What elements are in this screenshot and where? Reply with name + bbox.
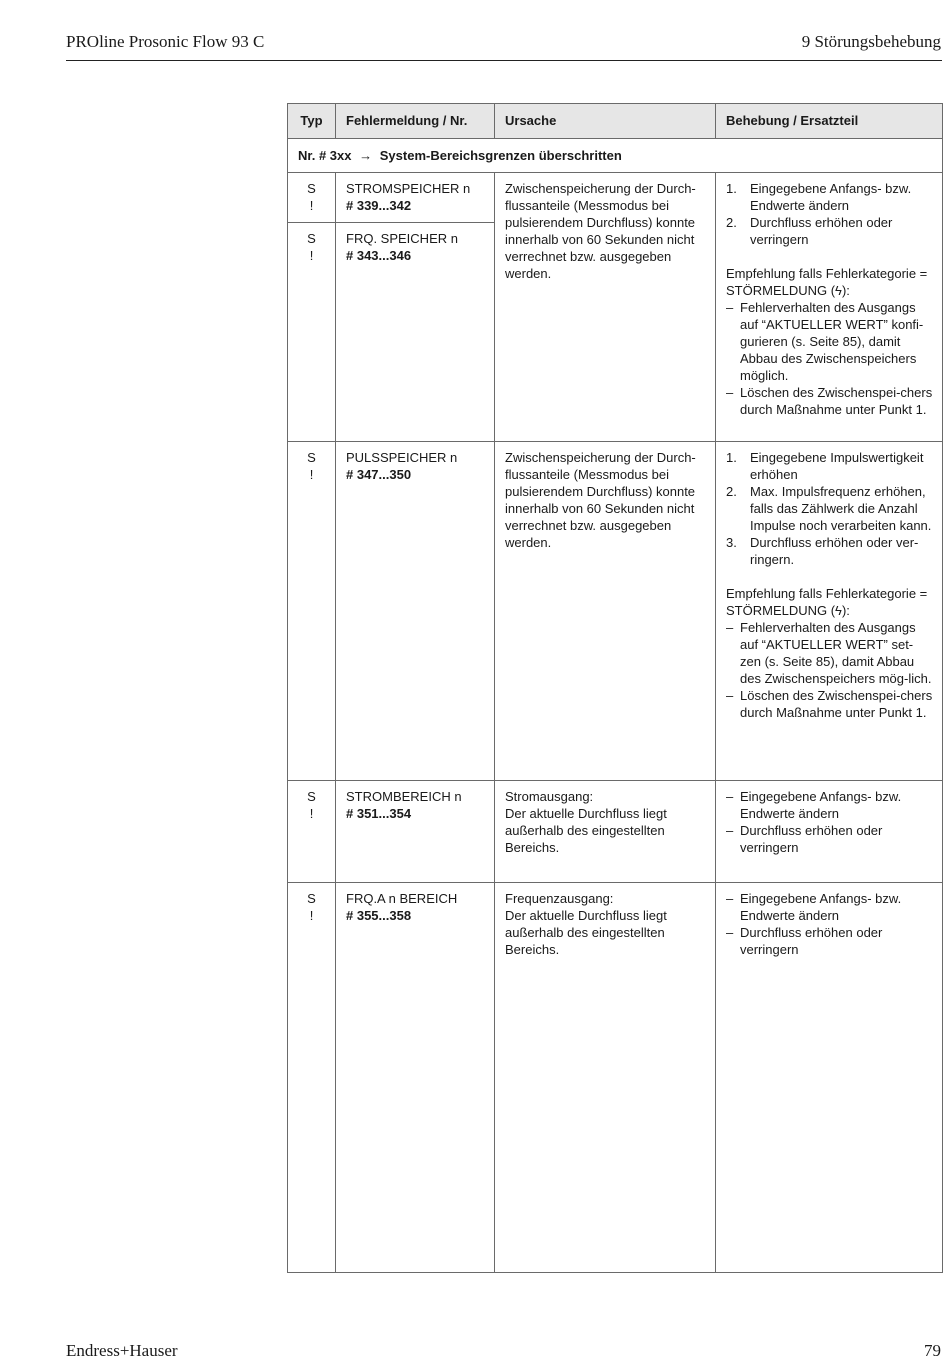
cause-cell <box>495 442 716 781</box>
cause-text: Zwischenspeicherung der Durch-flussanteile (Messmodus bei pulsierendem Durchfluss) konnte innerhalb von 60 Sekunden nicht verrechnet bzw. ausgegeben werden. <box>505 181 696 281</box>
remedy-dashes <box>726 299 933 418</box>
error-code: # 339...342 <box>346 198 412 213</box>
remedy-cell <box>716 173 943 442</box>
col-header-typ: Typ <box>288 104 336 139</box>
typ-cell <box>288 223 336 442</box>
col-header-message: Fehlermeldung / Nr. <box>336 104 495 139</box>
typ-symbol: ! <box>309 806 314 821</box>
list-item: – Löschen des Zwischenspei-chers durch Maßnahme unter Punkt 1. <box>726 385 933 417</box>
message-cell <box>336 442 495 781</box>
typ-cell <box>288 442 336 781</box>
typ-category: S <box>307 181 316 196</box>
typ-symbol: ! <box>309 198 314 213</box>
recommendation-text: Empfehlung falls Fehlerkategorie = STÖRMELDUNG (ϟ): <box>726 586 928 618</box>
list-item: – Fehlerverhalten des Ausgangs auf “AKTUELLER WERT” set-zen (s. Seite 85), damit Abbau des Zwischenspeichers mög-lich. <box>726 620 932 686</box>
col-header-remedy: Behebung / Ersatzteil <box>716 104 943 139</box>
typ-cell <box>288 781 336 883</box>
remedy-dashes <box>726 619 933 721</box>
list-item: – Löschen des Zwischenspei-chers durch Maßnahme unter Punkt 1. <box>726 688 933 720</box>
error-code: # 343...346 <box>346 248 412 263</box>
typ-cell <box>288 173 336 223</box>
error-message: FRQ. SPEICHER n <box>346 231 458 246</box>
group-title: System-Bereichsgrenzen überschritten <box>379 148 622 163</box>
typ-category: S <box>307 789 316 804</box>
list-item: 2. Max. Impulsfrequenz erhöhen, falls das Zählwerk die Anzahl Impulse noch verarbeiten kann. <box>726 484 932 533</box>
remedy-cell <box>716 442 943 781</box>
message-cell <box>336 223 495 442</box>
header-title: PROline Prosonic Flow 93 C <box>66 32 265 51</box>
error-message: FRQ.A n BEREICH <box>346 891 458 906</box>
error-code: # 355...358 <box>346 908 412 923</box>
table-row <box>288 781 943 883</box>
typ-cell <box>288 883 336 1273</box>
table-row <box>288 442 943 781</box>
list-item: 3. Durchfluss erhöhen oder ver-ringern. <box>726 535 919 567</box>
table-row <box>288 883 943 1273</box>
remedy-steps <box>726 449 933 568</box>
cause-title: Frequenzausgang: <box>505 891 614 906</box>
list-item: 1. Eingegebene Impulswertigkeit erhöhen <box>726 450 924 482</box>
remedy-steps <box>726 180 933 248</box>
list-item: – Eingegebene Anfangs- bzw. Endwerte ändern <box>726 891 902 923</box>
message-cell <box>336 173 495 223</box>
remedy-dashes <box>726 890 933 958</box>
message-cell <box>336 781 495 883</box>
group-prefix: Nr. # 3xx <box>298 148 352 163</box>
list-item: – Durchfluss erhöhen oder verringern <box>726 925 883 957</box>
message-cell <box>336 883 495 1273</box>
cause-cell <box>495 781 716 883</box>
recommendation-text: Empfehlung falls Fehlerkategorie = STÖRMELDUNG (ϟ): <box>726 266 928 298</box>
error-message: PULSSPEICHER n <box>346 450 458 465</box>
error-code: # 347...350 <box>346 467 412 482</box>
list-item: 1. Eingegebene Anfangs- bzw. Endwerte ändern <box>726 181 912 213</box>
cause-cell <box>495 883 716 1273</box>
arrow-icon: → <box>359 148 373 163</box>
group-heading <box>288 139 943 173</box>
cause-text: Der aktuelle Durchfluss liegt außerhalb des eingestellten Bereichs. <box>505 806 667 855</box>
cause-text: Der aktuelle Durchfluss liegt außerhalb des eingestellten Bereichs. <box>505 908 667 957</box>
remedy-cell <box>716 781 943 883</box>
col-header-cause: Ursache <box>495 104 716 139</box>
cause-cell <box>495 173 716 442</box>
list-item: – Fehlerverhalten des Ausgangs auf “AKTUELLER WERT” konfi-gurieren (s. Seite 85), damit Abbau des Zwischenspeichers möglich. <box>726 300 924 383</box>
list-item: 2. Durchfluss erhöhen oder verringern <box>726 215 893 247</box>
header-chapter: 9 Störungsbehebung <box>801 32 941 51</box>
list-item: – Durchfluss erhöhen oder verringern <box>726 823 883 855</box>
error-code: # 351...354 <box>346 806 412 821</box>
page-number: 79 <box>924 1341 941 1360</box>
footer-brand: Endress+Hauser <box>66 1341 178 1360</box>
group-row <box>288 139 943 173</box>
typ-category: S <box>307 891 316 906</box>
remedy-dashes <box>726 788 933 856</box>
cause-text: Zwischenspeicherung der Durch-flussanteile (Messmodus bei pulsierendem Durchfluss) konnte innerhalb von 60 Sekunden nicht verrechnet bzw. ausgegeben werden. <box>505 450 696 550</box>
header-rule <box>66 60 942 61</box>
error-message: STROMSPEICHER n <box>346 181 471 196</box>
typ-symbol: ! <box>309 467 314 482</box>
error-message: STROMBEREICH n <box>346 789 462 804</box>
typ-category: S <box>307 450 316 465</box>
table-header-row <box>288 104 943 139</box>
error-table <box>287 103 943 1273</box>
remedy-cell <box>716 883 943 1273</box>
cause-title: Stromausgang: <box>505 789 594 804</box>
list-item: – Eingegebene Anfangs- bzw. Endwerte ändern <box>726 789 902 821</box>
typ-category: S <box>307 231 316 246</box>
table-row <box>288 173 943 223</box>
typ-symbol: ! <box>309 908 314 923</box>
typ-symbol: ! <box>309 248 314 263</box>
